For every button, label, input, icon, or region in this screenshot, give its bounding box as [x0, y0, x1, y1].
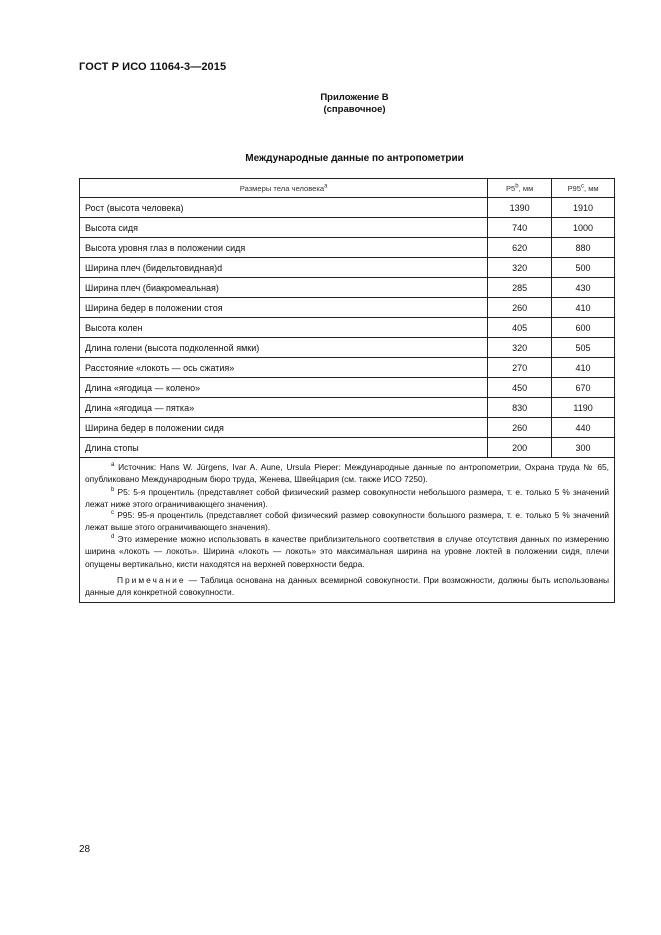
p95-cell: 410	[552, 358, 615, 378]
header-dimension: Размеры тела человека$^a$	[80, 179, 488, 198]
dimension-cell: Длина «ягодица — колено»	[80, 378, 488, 398]
header-p95: P95$^c$, мм	[552, 179, 615, 198]
footnote-b: $^b$ P5: 5-я процентиль (представляет собой физический размер совокупности небольшого размера, т. е. только 5 % значений лежат ниже этого ограничивающего значения).	[85, 487, 609, 510]
p5-cell: 620	[488, 238, 552, 258]
p5-cell: 260	[488, 298, 552, 318]
p95-cell: 670	[552, 378, 615, 398]
p95-cell: 500	[552, 258, 615, 278]
p5-cell: 450	[488, 378, 552, 398]
table-row	[80, 298, 615, 318]
table-row	[80, 358, 615, 378]
table-row	[80, 398, 615, 418]
footnote-a: $^a$ Источник: Hans W. Jürgens, Ivar A. Aune, Ursula Pieper: Международные данные по антропометрии, Охрана труда № 65, опубликовано Международным бюро труда, Женева, Швейцария (см. также ИСО 7250).	[85, 462, 610, 485]
annex-kind: (справочное)	[323, 104, 386, 115]
page-number: 28	[79, 844, 91, 855]
document-header: ГОСТ Р ИСО 11064-3—2015	[79, 61, 227, 73]
dimension-cell: Ширина бедер в положении стоя	[80, 298, 488, 318]
dimension-cell: Высота сидя	[80, 218, 488, 238]
p95-cell: 1910	[552, 198, 615, 218]
p95-cell: 1000	[552, 218, 615, 238]
table-note	[85, 574, 609, 599]
table-row	[80, 258, 615, 278]
dimension-cell: Рост (высота человека)	[80, 198, 488, 218]
p95-cell: 880	[552, 238, 615, 258]
note-text: — Таблица основана на данных всемирной совокупности. При возможности, должны быть использованы данные для конкретной совокупности.	[85, 575, 610, 598]
p5-cell: 285	[488, 278, 552, 298]
p5-cell: 270	[488, 358, 552, 378]
p5-cell: 405	[488, 318, 552, 338]
header-p5: P5$^b$, мм	[488, 179, 552, 198]
p95-cell: 1190	[552, 398, 615, 418]
dimension-cell: Ширина бедер в положении сидя	[80, 418, 488, 438]
p95-cell: 430	[552, 278, 615, 298]
p5-cell: 260	[488, 418, 552, 438]
p5-cell: 740	[488, 218, 552, 238]
note-label: Примечание	[117, 575, 186, 585]
table-header-row	[80, 179, 615, 198]
dimension-cell: Ширина плеч (бидельтовидная)d	[80, 258, 488, 278]
dimension-cell: Ширина плеч (биакромеальная)	[80, 278, 488, 298]
dimension-cell: Длина голени (высота подколенной ямки)	[80, 338, 488, 358]
dimension-cell: Высота колен	[80, 318, 488, 338]
dimension-cell: Расстояние «локоть — ось сжатия»	[80, 358, 488, 378]
dimension-cell: Длина стопы	[80, 438, 488, 458]
table-row	[80, 278, 615, 298]
table-row	[80, 318, 615, 338]
table-row	[80, 418, 615, 438]
table-title: Международные данные по антропометрии	[245, 153, 464, 164]
annex-title: Приложение В	[320, 92, 389, 103]
p95-cell: 505	[552, 338, 615, 358]
anthropometry-table	[79, 178, 615, 458]
p95-cell: 600	[552, 318, 615, 338]
p5-cell: 200	[488, 438, 552, 458]
table-row	[80, 198, 615, 218]
p95-cell: 410	[552, 298, 615, 318]
table-row	[80, 378, 615, 398]
dimension-cell: Высота уровня глаз в положении сидя	[80, 238, 488, 258]
table-row	[80, 218, 615, 238]
dimension-cell: Длина «ягодица — пятка»	[80, 398, 488, 418]
footnote-d: $^d$ Это измерение можно использовать в качестве приблизительного соответствия в случае отсутствия данных по измерению ширина «локоть — локоть». Ширина «локоть — локоть» это максимальная ширина на уровне локтей в положении сидя, плечи опущены вертикально, кисти находятся на верхней поверхности бедра.	[85, 534, 610, 569]
p5-cell: 830	[488, 398, 552, 418]
p95-cell: 440	[552, 418, 615, 438]
table-row	[80, 238, 615, 258]
p5-cell: 320	[488, 338, 552, 358]
p5-cell: 1390	[488, 198, 552, 218]
table-row	[80, 338, 615, 358]
p5-cell: 320	[488, 258, 552, 278]
table-row	[80, 438, 615, 458]
footnote-c: $^c$ P95: 95-я процентиль (представляет собой физический размер совокупности большого размера, т. е. только 5 % значений лежат выше этого ограничивающего значения).	[85, 510, 610, 533]
p95-cell: 300	[552, 438, 615, 458]
